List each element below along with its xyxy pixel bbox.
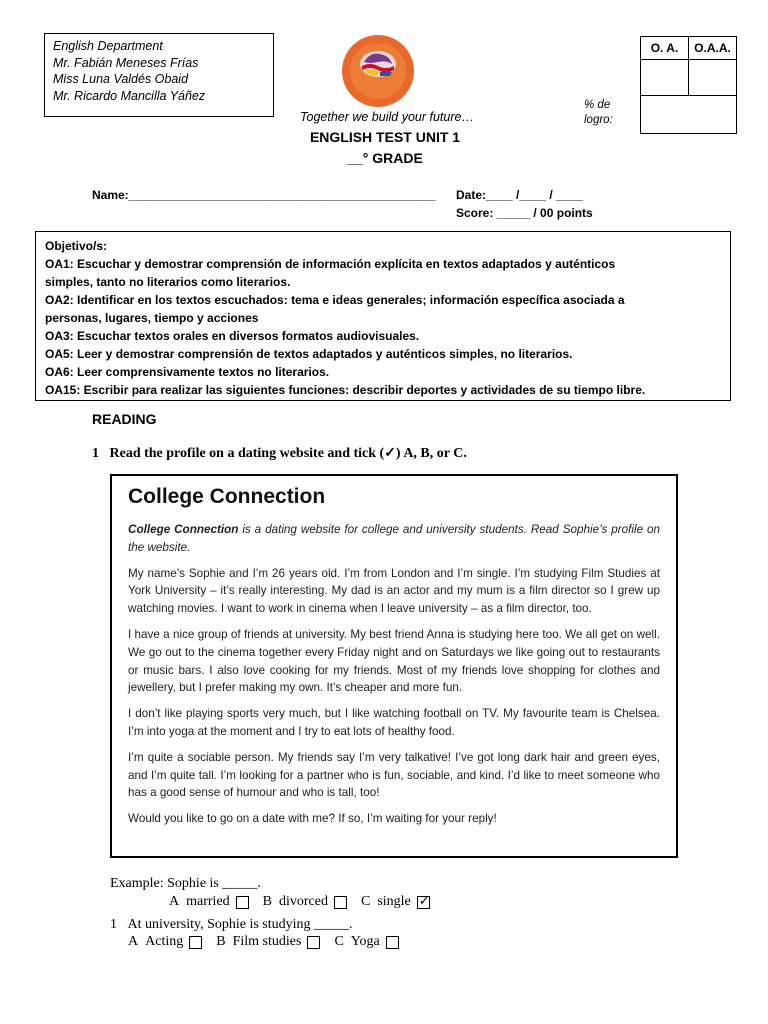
test-title: ENGLISH TEST UNIT 1 (309, 129, 461, 145)
objectives-heading: Objetivo/s: (45, 239, 108, 253)
objectives-box (35, 231, 731, 401)
score-field[interactable]: Score: _____ / 00 points (456, 206, 593, 220)
checkbox-a[interactable] (236, 896, 249, 909)
instruction (92, 445, 467, 462)
option-letter: B (262, 894, 272, 909)
option-text: divorced (279, 894, 328, 909)
check-icon: ✓ (418, 892, 430, 908)
grade-line: __° GRADE (347, 150, 423, 166)
option-letter: C (360, 894, 371, 909)
checkbox-c[interactable] (386, 936, 399, 949)
department-line: English Department (53, 39, 163, 53)
profile-paragraph: My name’s Sophie and I’m 26 years old. I’m from London and I’m single. I’m studying Film Studies at York University – it’s really interesting. My dad is an actor and my mum is a film director so I grew up watching movies. I want to work in cinema when I leave university – as a film director, too. (128, 566, 660, 616)
example-prompt: Example: Sophie is _____. (110, 876, 261, 891)
question-prompt (110, 917, 353, 933)
profile-intro-brand: College Connection (128, 523, 239, 536)
profile-paragraph: I’m quite a sociable person. My friends say I’m very talkative! I’ve got long dark hair and green eyes, and I’m quite tall. I’m looking for a partner who is fun, sociable, and kind. I’d like to meet someone who has a good sense of humour and who is tall, too! (128, 750, 660, 800)
objectives-score-table (640, 36, 737, 134)
school-motto: Together we build your future… (300, 110, 474, 124)
checkbox-b[interactable] (334, 896, 347, 909)
teacher-name: Mr. Fabián Meneses Frías (53, 55, 199, 70)
teacher-name: Mr. Ricardo Mancilla Yáñez (53, 88, 206, 103)
example-options (169, 894, 444, 910)
profile-paragraph: Would you like to go on a date with me? If so, I’m waiting for your reply! (128, 812, 497, 826)
profile-intro-text: is a dating website for college and university students. Read Sophie’s profile on the website. (128, 523, 660, 554)
objective-line: OA2: Identificar en los textos escuchados: tema e ideas generales; información específica asociada a (45, 293, 625, 307)
objective-line: OA3: Escuchar textos orales en diversos formatos audiovisuales. (45, 329, 420, 343)
teacher-name: Miss Luna Valdés Obaid (53, 72, 189, 87)
option-letter: A (128, 934, 139, 949)
date-field[interactable]: Date:____ /____ / ____ (456, 188, 583, 202)
option-text: Film studies (232, 934, 302, 949)
profile-intro (128, 521, 660, 557)
profile-paragraph: I have a nice group of friends at university. My best friend Anna is studying here too. We all get on well. We go out to the cinema together every Friday night and on Saturdays we like going out to restaurants or music bars. I also love cooking for my friends. Most of my friends love shopping for clothes and jewellery, but I prefer making my own. It’s cheaper and more fun. (128, 627, 660, 695)
question-number: 1 (110, 917, 117, 932)
objective-line: OA6: Leer comprensivamente textos no literarios. (45, 365, 330, 379)
checkbox-b[interactable] (307, 936, 320, 949)
option-text: Yoga (350, 934, 380, 949)
oaa-header: O.A.A. (689, 37, 737, 60)
option-text: single (377, 894, 411, 909)
objective-line: OA1: Escuchar y demostrar comprensión de información explícita en textos adaptados y auténticos (45, 257, 616, 271)
name-field[interactable]: Name:______________________________________________ (92, 188, 436, 202)
checkbox-c-checked[interactable] (417, 892, 430, 909)
instruction-text: Read the profile on a dating website and tick (✓) A, B, or C. (109, 446, 467, 461)
instruction-number: 1 (92, 446, 99, 461)
option-letter: B (216, 934, 226, 949)
school-logo (340, 32, 416, 112)
achievement-cell[interactable] (641, 96, 737, 134)
oa-header: O. A. (641, 37, 689, 60)
question-options (128, 934, 413, 950)
checkbox-a[interactable] (189, 936, 202, 949)
option-letter: C (334, 934, 344, 949)
oa-cell[interactable] (641, 60, 689, 96)
achievement-label: % de logro: (584, 99, 613, 126)
option-letter: A (169, 894, 180, 909)
objective-line: simples, tanto no literarios como literarios. (45, 275, 291, 289)
option-text: Acting (145, 934, 184, 949)
profile-paragraph: I don’t like playing sports very much, but I like watching football on TV. My favourite team is Chelsea. I’m into yoga at the moment and I try to eat lots of healthy food. (128, 707, 660, 738)
section-title: READING (92, 411, 157, 427)
objective-line: personas, lugares, tiempo y acciones (45, 311, 259, 325)
profile-box (110, 474, 678, 858)
objective-line: OA5: Leer y demostrar comprensión de textos adaptados y auténticos simples, no literarios. (45, 347, 573, 361)
objective-line: OA15: Escribir para realizar las siguientes funciones: describir deportes y actividades de su tiempo libre. (45, 383, 646, 397)
oaa-cell[interactable] (689, 60, 737, 96)
department-box (44, 33, 274, 117)
option-text: married (186, 894, 230, 909)
profile-title: College Connection (128, 485, 326, 508)
question-text: At university, Sophie is studying _____. (127, 917, 353, 932)
